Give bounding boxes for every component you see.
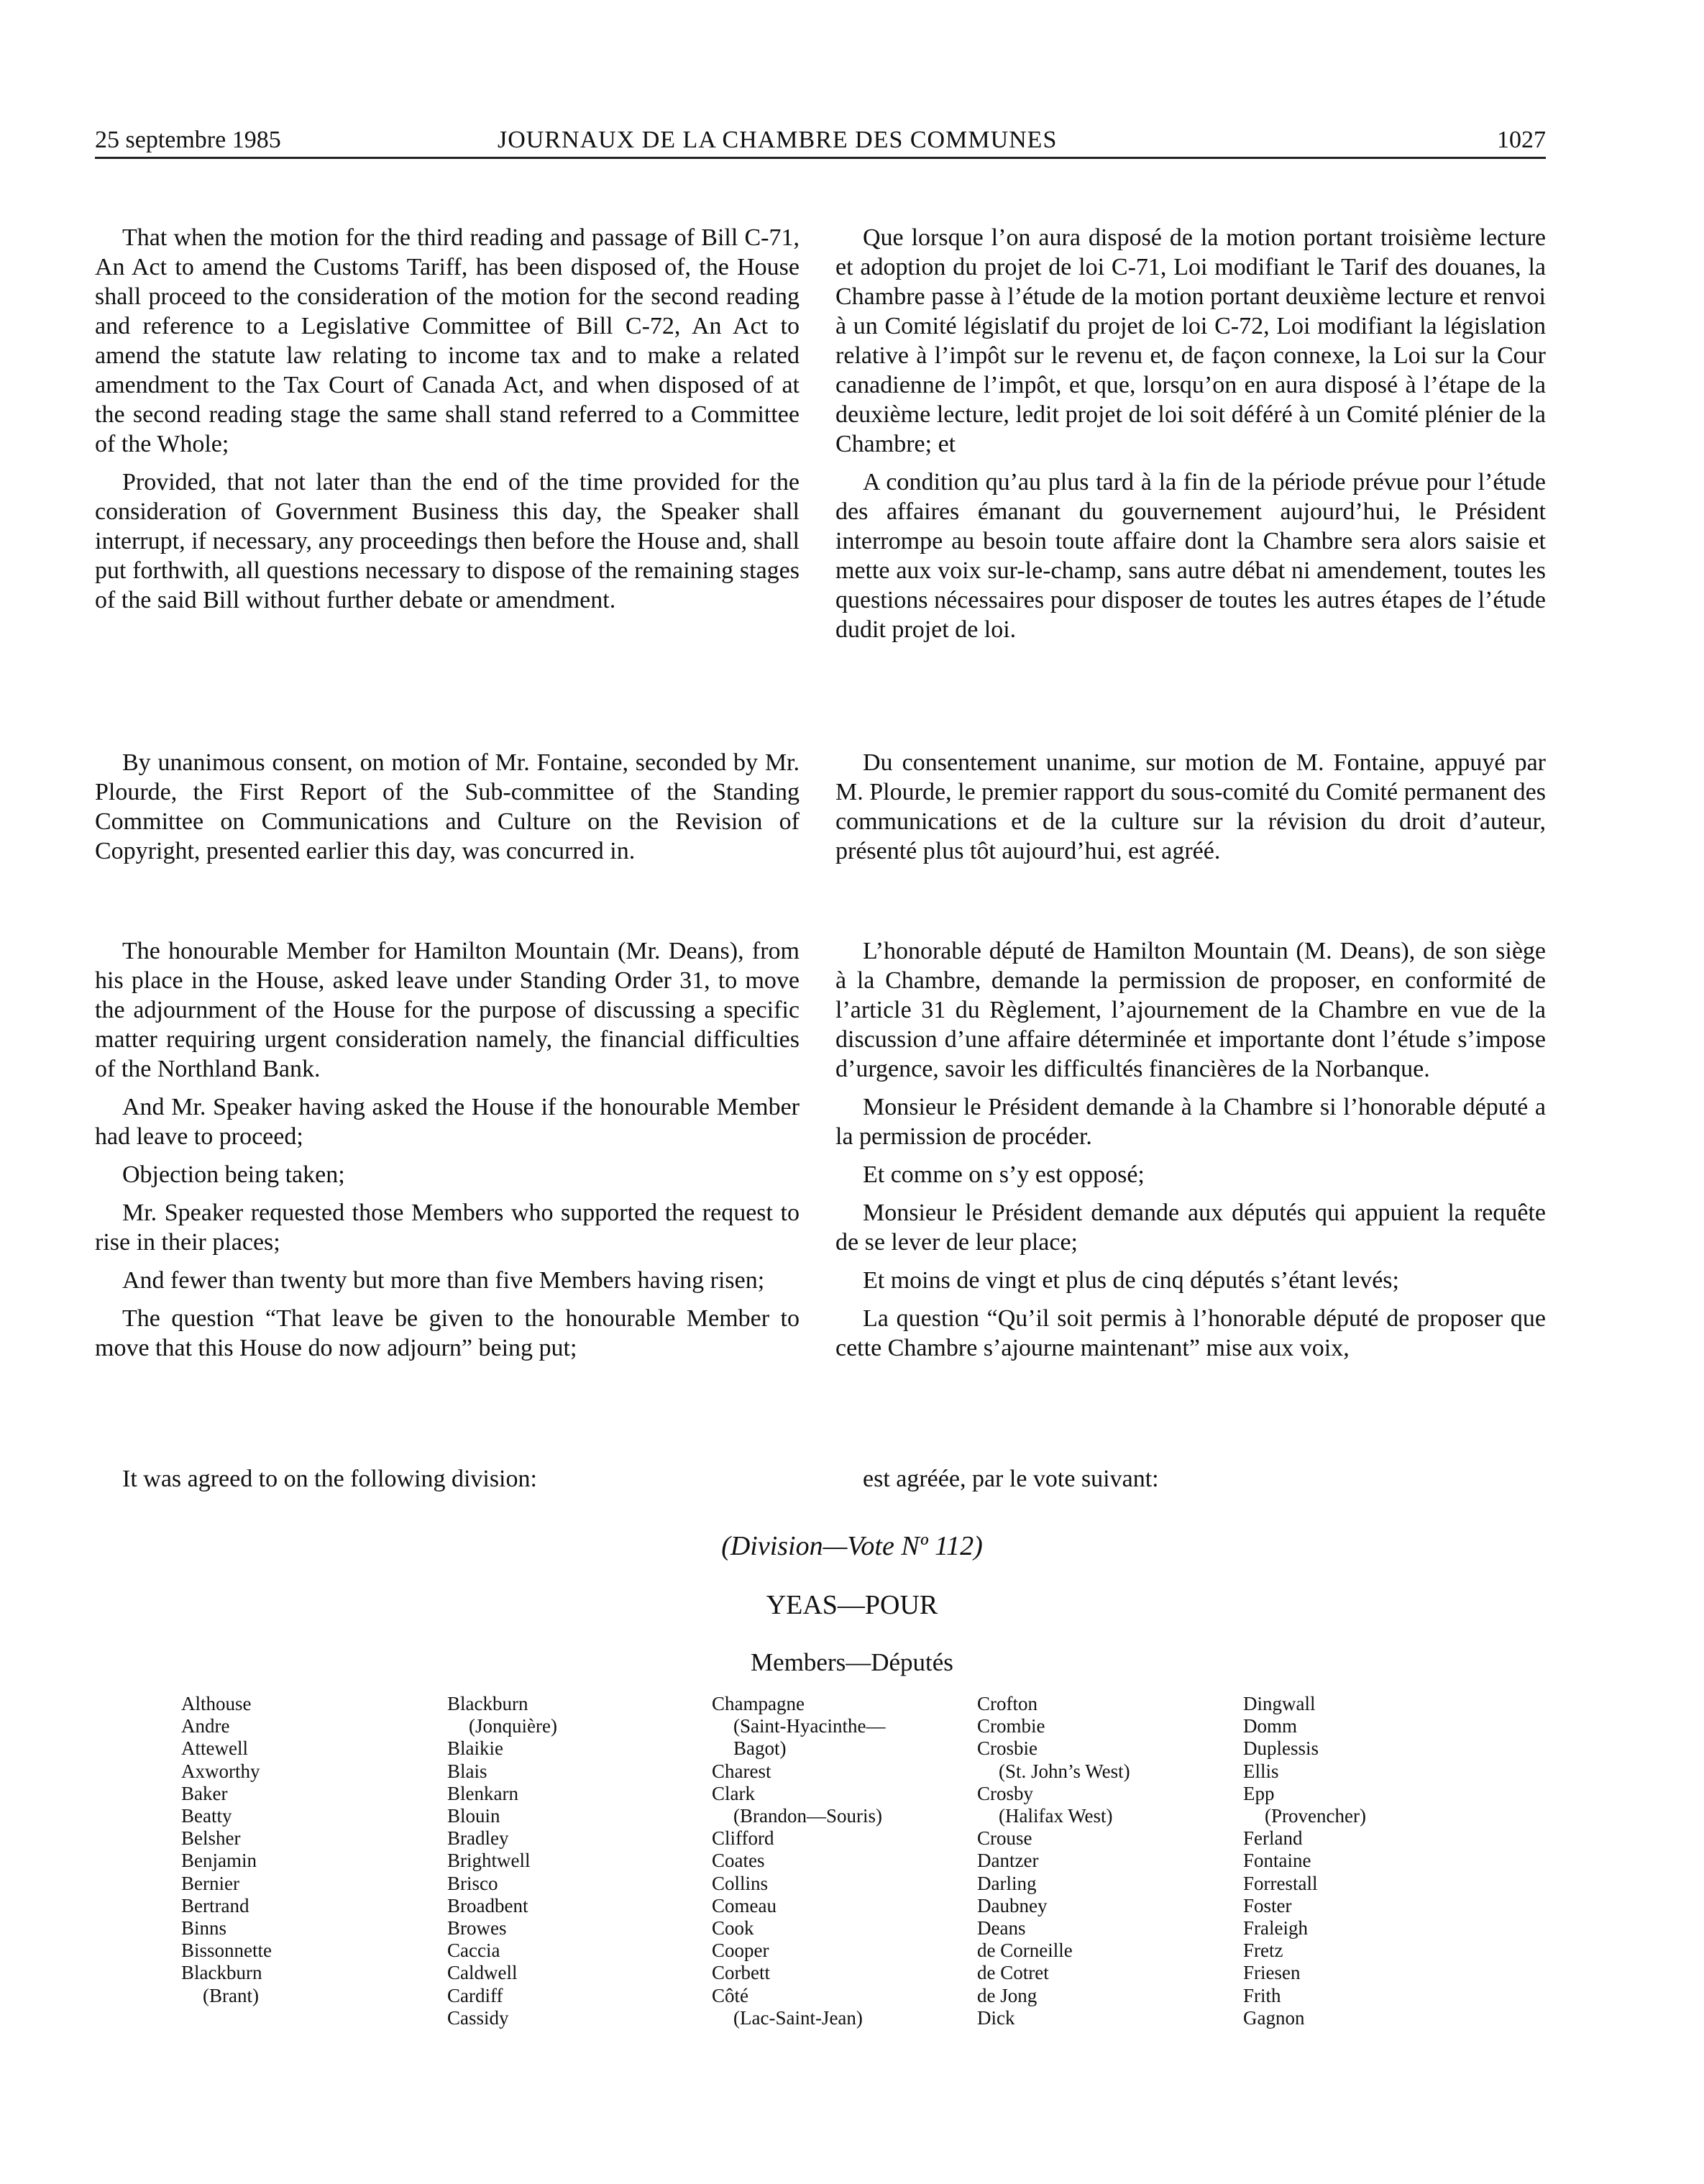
member-name: Charest — [712, 1760, 771, 1782]
member-name: Baker — [181, 1782, 228, 1804]
member-name: Forrestall — [1243, 1872, 1318, 1894]
member-name: Blenkarn — [447, 1782, 518, 1804]
english-paragraph: The honourable Member for Hamilton Mountain (Mr. Deans), from his place in the House, asked leave under Standing Order 31, to move the adjournment of the House for the purpose of discussing a specific matter requiring urgent consideration namely, the financial difficulties of the Northland Bank. — [95, 938, 800, 1082]
english-block-3 — [95, 936, 800, 1371]
member-name: (St. John’s West) — [999, 1760, 1130, 1782]
member-name: Collins — [712, 1872, 769, 1894]
member-name: Clifford — [712, 1827, 774, 1850]
member-name: Corbett — [712, 1962, 770, 1984]
member-name: Blaikie — [447, 1737, 503, 1760]
french-paragraph: Du consentement unanime, sur motion de M. Fontaine, appuyé par M. Plourde, le premier rapport du sous-comité du Comité permanent des communications et de la culture sur la révision du droit d’auteur, présenté plus tôt aujourd’hui, est agréé. — [835, 749, 1546, 864]
french-paragraph: A condition qu’au plus tard à la fin de la période prévue pour l’étude des affaires émanant du gouvernement aujourd’hui, le Président interrompe au besoin toute affaire dont la Chambre sera alors saisie et mette aux voix sur-le-champ, sans autre débat ni amendement, toutes les questions nécessaires pour disposer de toutes les autres étapes de l’étude dudit projet de loi. — [835, 469, 1546, 643]
member-name: Fontaine — [1243, 1850, 1311, 1872]
member-name: Cook — [712, 1917, 754, 1939]
members-column-3 — [712, 1693, 885, 2029]
member-name: Bagot) — [733, 1737, 787, 1760]
member-name: Crombie — [977, 1715, 1045, 1737]
member-name: Bradley — [447, 1827, 509, 1850]
member-name: Blais — [447, 1760, 487, 1782]
member-name: (Brant) — [203, 1984, 259, 2006]
yeas-heading: YEAS—POUR — [766, 1590, 938, 1620]
english-block-2 — [95, 748, 800, 874]
member-name: (Jonquière) — [469, 1715, 557, 1737]
member-name: Brightwell — [447, 1850, 531, 1872]
member-name: Coates — [712, 1850, 765, 1872]
member-name: Blackburn — [447, 1693, 528, 1714]
member-name: Broadbent — [447, 1894, 528, 1916]
member-name: Cardiff — [447, 1984, 503, 2006]
member-name: Crofton — [977, 1693, 1037, 1714]
member-name: Blouin — [447, 1805, 500, 1827]
member-name: Duplessis — [1243, 1737, 1319, 1760]
french-paragraph: L’honorable député de Hamilton Mountain (M. Deans), de son siège à la Chambre, demande la permission de proposer, en conformité de l’article 31 du Règlement, l’ajournement de la Chambre en vue de la discussion d’une affaire déterminée et importante dont l’étude s’impose d’urgence, savoir les difficultés financières de la Norbanque. — [835, 938, 1546, 1082]
division-heading: (Division—Vote Nº 112) — [721, 1531, 983, 1561]
member-name: de Cotret — [977, 1962, 1049, 1984]
member-name: Crosby — [977, 1782, 1034, 1804]
member-name: Caccia — [447, 1939, 500, 1962]
member-name: Deans — [977, 1917, 1026, 1939]
member-name: Ferland — [1243, 1827, 1303, 1850]
page-header — [95, 124, 1546, 159]
member-name: Crosbie — [977, 1737, 1037, 1760]
member-name: (Lac-Saint-Jean) — [733, 2006, 863, 2029]
member-name: Crouse — [977, 1827, 1032, 1850]
french-paragraph: Que lorsque l’on aura disposé de la motion portant troisième lecture et adoption du projet de loi C-71, Loi modifiant le Tarif des douanes, la Chambre passe à l’étude de la motion portant deuxième lecture et renvoi à un Comité législatif du projet de loi C-72, Loi modifiant la législation relative à l’impôt sur le revenu et, de façon connexe, la Loi sur la Cour canadienne de l’impôt, et que, lorsqu’on en aura disposé à l’étape de la deuxième lecture, ledit projet de loi soit déféré à un Comité plénier de la Chambre; et — [835, 224, 1546, 457]
french-paragraph: est agréée, par le vote suivant: — [863, 1466, 1159, 1492]
french-block-3 — [835, 936, 1546, 1371]
members-column-5 — [1243, 1693, 1366, 2029]
member-name: (Saint-Hyacinthe— — [733, 1715, 886, 1737]
member-name: Ellis — [1243, 1760, 1279, 1782]
member-name: Daubney — [977, 1894, 1048, 1916]
member-name: Attewell — [181, 1737, 248, 1760]
members-column-4 — [977, 1693, 1130, 2029]
french-block-2 — [835, 748, 1546, 874]
members-column-2 — [447, 1693, 557, 2029]
member-name: Clark — [712, 1782, 755, 1804]
member-name: Champagne — [712, 1693, 805, 1714]
french-block-4 — [835, 1464, 1546, 1502]
member-name: Althouse — [181, 1693, 252, 1714]
english-paragraph: Objection being taken; — [122, 1161, 345, 1188]
french-paragraph: Et comme on s’y est opposé; — [863, 1161, 1145, 1188]
french-block-1 — [835, 223, 1546, 653]
header-date: 25 septembre 1985 — [95, 127, 281, 153]
english-paragraph: Mr. Speaker requested those Members who supported the request to rise in their places; — [95, 1200, 800, 1256]
member-name: Dingwall — [1243, 1693, 1316, 1714]
member-name: Browes — [447, 1917, 507, 1939]
member-name: (Halifax West) — [999, 1805, 1113, 1827]
english-paragraph: It was agreed to on the following division: — [122, 1466, 537, 1492]
member-name: Friesen — [1243, 1962, 1301, 1984]
members-heading: Members—Députés — [751, 1648, 953, 1676]
french-paragraph: Et moins de vingt et plus de cinq députés s’étant levés; — [863, 1267, 1399, 1294]
english-paragraph: And fewer than twenty but more than five Members having risen; — [122, 1267, 765, 1294]
member-name: Brisco — [447, 1872, 498, 1894]
member-name: Beatty — [181, 1805, 232, 1827]
member-name: de Corneille — [977, 1939, 1073, 1962]
member-name: Bernier — [181, 1872, 239, 1894]
member-name: Cassidy — [447, 2006, 509, 2029]
member-name: Fretz — [1243, 1939, 1283, 1962]
french-paragraph: La question “Qu’il soit permis à l’honorable député de proposer que cette Chambre s’ajourne maintenant” mise aux voix, — [835, 1305, 1546, 1361]
french-paragraph: Monsieur le Président demande à la Chambre si l’honorable député a la permission de procéder. — [835, 1094, 1546, 1150]
english-paragraph: The question “That leave be given to the honourable Member to move that this House do now adjourn” being put; — [95, 1305, 800, 1361]
member-name: (Provencher) — [1265, 1805, 1366, 1827]
member-name: Dick — [977, 2006, 1015, 2029]
english-block-1 — [95, 223, 800, 623]
member-name: Côté — [712, 1984, 748, 2006]
member-name: de Jong — [977, 1984, 1037, 2006]
member-name: Benjamin — [181, 1850, 257, 1872]
member-name: Domm — [1243, 1715, 1298, 1737]
english-paragraph: That when the motion for the third reading and passage of Bill C-71, An Act to amend the Customs Tariff, has been disposed of, the House shall proceed to the consideration of the motion for the second reading and reference to a Legislative Committee of Bill C-72, An Act to amend the statute law relating to income tax and to make a related amendment to the Tax Court of Canada Act, and when disposed of at the second reading stage the same shall stand referred to a Committee of the Whole; — [95, 224, 800, 457]
members-column-1 — [181, 1693, 272, 2007]
english-block-4 — [95, 1464, 800, 1502]
member-name: Epp — [1243, 1782, 1275, 1804]
member-name: Darling — [977, 1872, 1037, 1894]
english-paragraph: By unanimous consent, on motion of Mr. Fontaine, seconded by Mr. Plourde, the First Report of the Sub-committee of the Standing Committee on Communications and Culture on the Revision of Copyright, presented earlier this day, was concurred in. — [95, 749, 800, 864]
member-name: Binns — [181, 1917, 227, 1939]
header-page-number: 1027 — [1497, 127, 1546, 153]
member-name: Dantzer — [977, 1850, 1039, 1872]
member-name: Blackburn — [181, 1962, 262, 1984]
member-name: Cooper — [712, 1939, 769, 1962]
french-paragraph: Monsieur le Président demande aux députés qui appuient la requête de se lever de leur place; — [835, 1200, 1546, 1256]
member-name: Caldwell — [447, 1962, 518, 1984]
member-name: Andre — [181, 1715, 230, 1737]
member-name: Bissonnette — [181, 1939, 272, 1962]
english-paragraph: And Mr. Speaker having asked the House if the honourable Member had leave to proceed; — [95, 1094, 800, 1150]
member-name: Fraleigh — [1243, 1917, 1308, 1939]
member-name: (Brandon—Souris) — [733, 1805, 882, 1827]
member-name: Gagnon — [1243, 2006, 1305, 2029]
member-name: Comeau — [712, 1894, 777, 1916]
member-name: Belsher — [181, 1827, 241, 1850]
member-name: Axworthy — [181, 1760, 260, 1782]
member-name: Bertrand — [181, 1894, 249, 1916]
member-name: Foster — [1243, 1894, 1292, 1916]
header-journal-title: JOURNAUX DE LA CHAMBRE DES COMMUNES — [498, 127, 1058, 153]
english-paragraph: Provided, that not later than the end of the time provided for the consideration of Government Business this day, the Speaker shall interrupt, if necessary, any proceedings then before the House and, shall put forthwith, all questions necessary to dispose of the remaining stages of the said Bill without further debate or amendment. — [95, 469, 800, 613]
member-name: Frith — [1243, 1984, 1281, 2006]
